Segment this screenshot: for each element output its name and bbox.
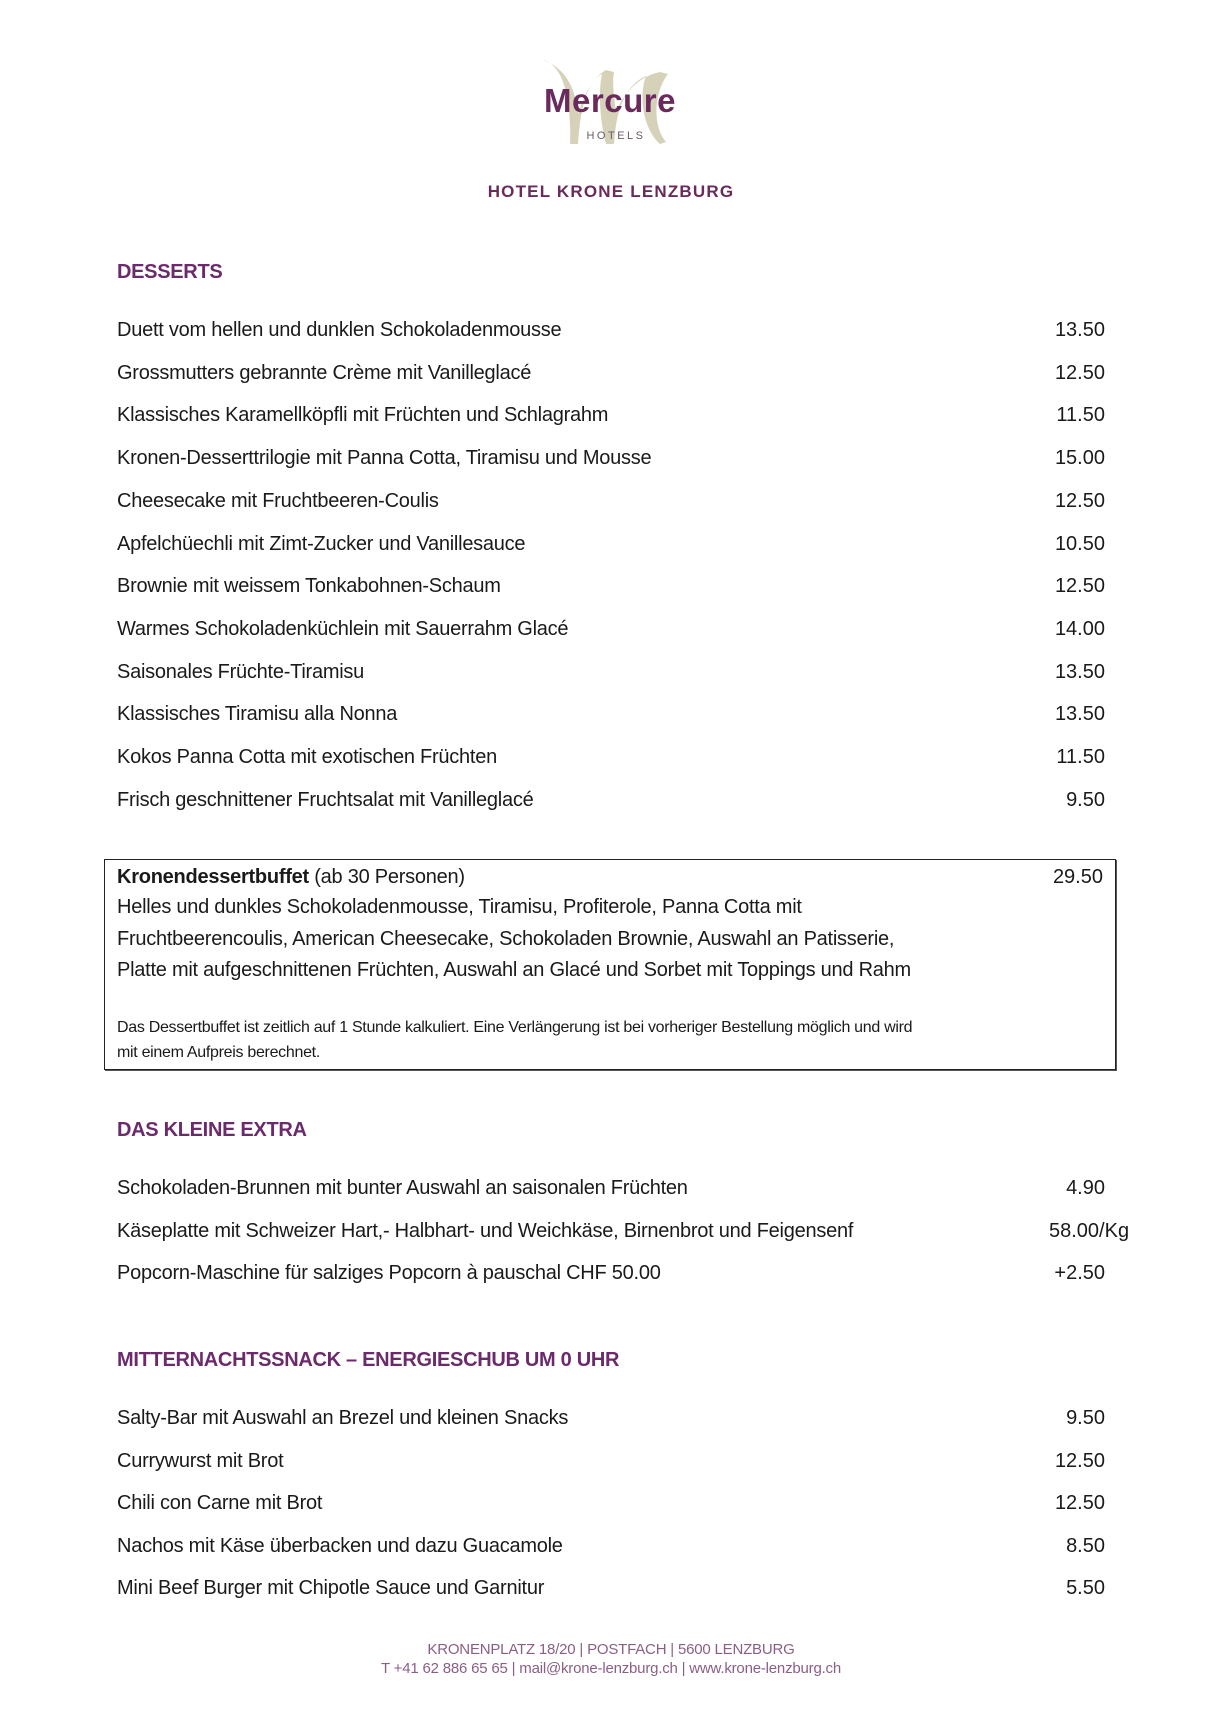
menu-item-row (117, 616, 1107, 642)
menu-item-name: Brownie mit weissem Tonkabohnen-Schaum (117, 575, 501, 598)
menu-item-price: 9.50 (1066, 788, 1105, 811)
menu-item-name: Currywurst mit Brot (117, 1449, 284, 1472)
brand-subtitle: HOTELS (586, 130, 646, 142)
menu-item-row (117, 1533, 1107, 1559)
menu-item-price: 8.50 (1066, 1534, 1105, 1557)
menu-item-row (117, 659, 1107, 685)
menu-item-row (117, 1260, 1107, 1286)
mercure-logo (520, 52, 700, 148)
buffet-description-line: Fruchtbeerencoulis, American Cheesecake, Schokoladen Brownie, Auswahl an Patisserie, (117, 928, 895, 950)
menu-item-price: 13.50 (1054, 660, 1105, 683)
buffet-price: 29.50 (1052, 866, 1103, 888)
menu-item-price: 13.50 (1054, 319, 1105, 341)
buffet-note-line: Das Dessertbuffet ist zeitlich auf 1 Stunde kalkuliert. Eine Verlängerung ist bei vorheriger Bestellung möglich und wird (117, 1019, 913, 1036)
menu-item-row (117, 317, 1107, 343)
menu-item-name: Grossmutters gebrannte Crème mit Vanilleglacé (117, 361, 532, 384)
menu-item-name: Mini Beef Burger mit Chipotle Sauce und Garnitur (117, 1577, 545, 1600)
menu-item-name: Klassisches Tiramisu alla Nonna (117, 703, 398, 726)
menu-item-price: 12.50 (1054, 1449, 1105, 1472)
dessert-buffet-box (104, 859, 1116, 1070)
menu-item-row (117, 1405, 1107, 1431)
menu-item-row (117, 1175, 1107, 1201)
section-title-extra: DAS KLEINE EXTRA (117, 1119, 307, 1141)
menu-item-price: 9.50 (1066, 1407, 1105, 1429)
menu-item-name: Kokos Panna Cotta mit exotischen Früchten (117, 746, 497, 768)
menu-item-price: 4.90 (1066, 1177, 1105, 1199)
buffet-note-line: mit einem Aufpreis berechnet. (117, 1044, 320, 1061)
menu-item-price: 11.50 (1056, 746, 1105, 768)
menu-item-row (117, 360, 1107, 386)
buffet-title: Kronendessertbuffet (117, 866, 309, 888)
menu-item-name: Cheesecake mit Fruchtbeeren-Coulis (117, 489, 439, 512)
menu-item-row (117, 445, 1107, 471)
menu-item-row (117, 402, 1107, 428)
menu-item-row (117, 1490, 1107, 1516)
buffet-heading (117, 864, 465, 890)
buffet-description-line: Helles und dunkles Schokoladenmousse, Tiramisu, Profiterole, Panna Cotta mit (117, 896, 802, 918)
menu-item-price: 14.00 (1054, 617, 1105, 640)
footer-contact: T +41 62 886 65 65 | mail@krone-lenzburg.ch | www.krone-lenzburg.ch (380, 1660, 842, 1677)
menu-item-price: 11.50 (1056, 404, 1105, 427)
menu-item-name: Kronen-Desserttrilogie mit Panna Cotta, Tiramisu und Mousse (117, 447, 652, 470)
menu-item-name: Chili con Carne mit Brot (117, 1492, 323, 1515)
menu-item-row (117, 1575, 1107, 1601)
menu-item-price: 10.50 (1054, 532, 1105, 555)
hotel-name: HOTEL KRONE LENZBURG (487, 182, 735, 201)
menu-item-name: Warmes Schokoladenküchlein mit Sauerrahm Glacé (117, 617, 569, 640)
menu-item-price: 12.50 (1054, 361, 1105, 384)
buffet-subtitle: (ab 30 Personen) (308, 866, 465, 888)
menu-item-row (117, 488, 1107, 514)
menu-item-name: Klassisches Karamellköpfli mit Früchten und Schlagrahm (117, 404, 609, 427)
menu-item-name: Nachos mit Käse überbacken und dazu Guacamole (117, 1534, 563, 1557)
menu-item-row (117, 744, 1107, 770)
section-title-midnight: MITTERNACHTSSNACK – ENERGIESCHUB UM 0 UHR (117, 1349, 620, 1371)
section-title-desserts: DESSERTS (117, 261, 223, 283)
menu-item-name: Apfelchüechli mit Zimt-Zucker und Vanillesauce (117, 532, 526, 555)
menu-item-row (117, 701, 1107, 727)
menu-item-price: 58.00/Kg (1049, 1219, 1130, 1242)
menu-item-row (117, 1218, 1130, 1244)
menu-item-price: 15.00 (1054, 447, 1105, 470)
menu-item-row (117, 787, 1107, 813)
brand-name: Mercure (544, 82, 676, 119)
menu-item-name: Popcorn-Maschine für salziges Popcorn à pauschal CHF 50.00 (117, 1262, 661, 1285)
menu-item-price: 5.50 (1066, 1577, 1105, 1600)
menu-item-price: 12.50 (1054, 575, 1105, 598)
menu-item-name: Salty-Bar mit Auswahl an Brezel und kleinen Snacks (117, 1407, 569, 1429)
menu-item-name: Käseplatte mit Schweizer Hart,- Halbhart- und Weichkäse, Birnenbrot und Feigensenf (117, 1219, 854, 1242)
footer-address: KRONENPLATZ 18/20 | POSTFACH | 5600 LENZBURG (427, 1641, 795, 1658)
menu-item-price: 13.50 (1054, 703, 1105, 726)
menu-item-price: 12.50 (1054, 1492, 1105, 1515)
menu-item-name: Frisch geschnittener Fruchtsalat mit Vanilleglacé (117, 788, 534, 811)
menu-item-name: Saisonales Früchte-Tiramisu (117, 660, 365, 683)
menu-item-price: +2.50 (1054, 1262, 1105, 1285)
menu-item-row (117, 531, 1107, 557)
menu-item-name: Duett vom hellen und dunklen Schokoladenmousse (117, 319, 562, 341)
menu-item-name: Schokoladen-Brunnen mit bunter Auswahl an saisonalen Früchten (117, 1177, 688, 1199)
menu-item-row (117, 1448, 1107, 1474)
menu-item-price: 12.50 (1054, 489, 1105, 512)
menu-item-row (117, 573, 1107, 599)
buffet-description-line: Platte mit aufgeschnittenen Früchten, Auswahl an Glacé und Sorbet mit Toppings und Rahm (117, 959, 911, 981)
